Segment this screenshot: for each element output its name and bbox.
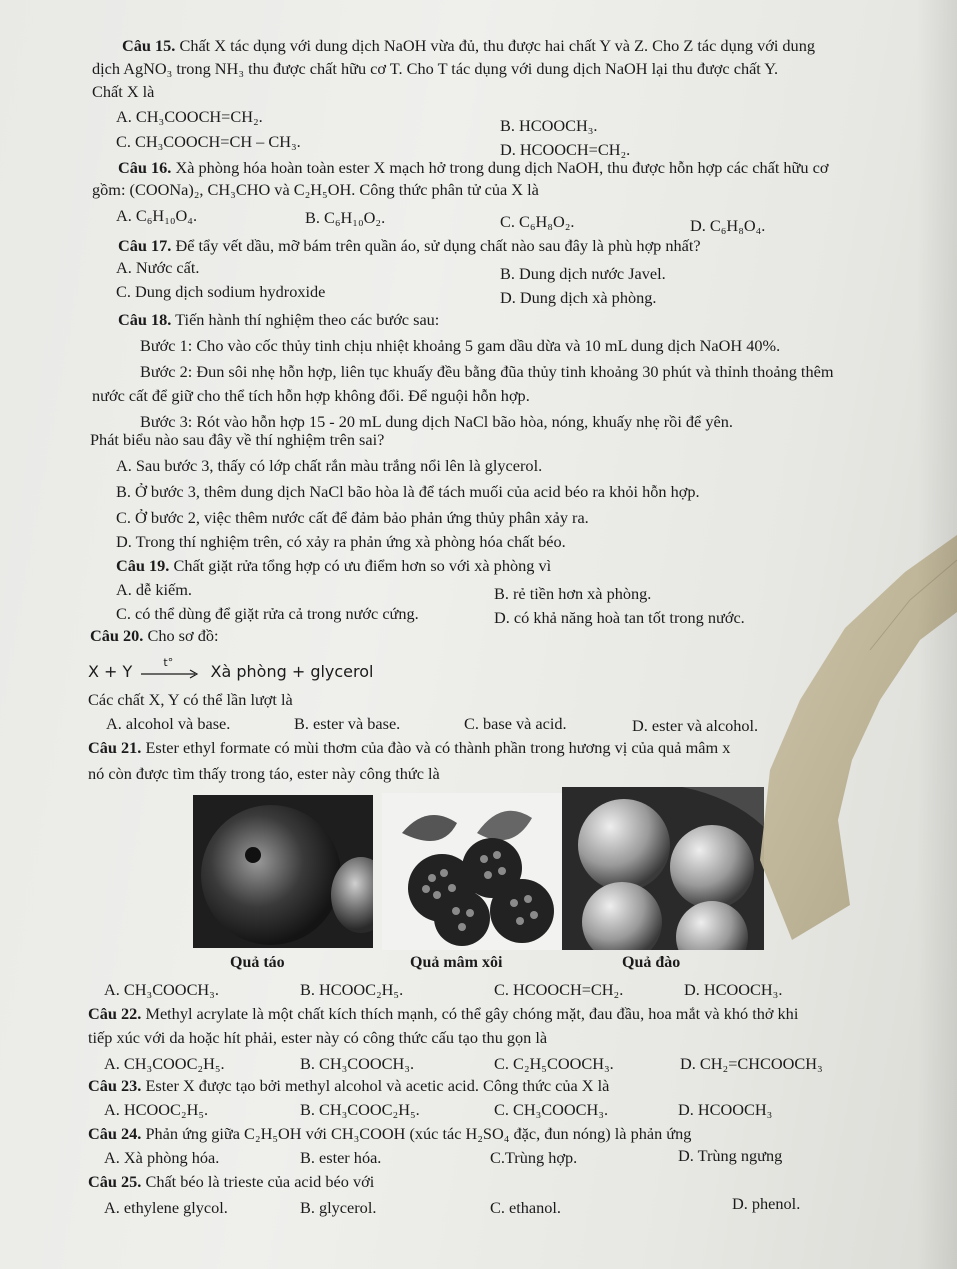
text-line: B. ester hóa.: [300, 1148, 382, 1167]
question-number: Câu 22.: [88, 1004, 142, 1023]
text-line: A. Nước cất.: [116, 258, 200, 277]
text-line: C. C₂H₅COOCH₃.: [494, 1054, 614, 1073]
text-line: A. CH₃COOC₂H₅.: [104, 1054, 225, 1073]
question-number: Câu 19.: [116, 556, 170, 575]
question-number: Câu 23.: [88, 1076, 142, 1095]
text-line: B. glycerol.: [300, 1198, 377, 1217]
text-line: Câu 17. Để tẩy vết dầu, mỡ bám trên quần áo, sử dụng chất nào sau đây là phù hợp nhất?: [118, 236, 701, 255]
text-line: A. Sau bước 3, thấy có lớp chất rắn màu trắng nổi lên là glycerol.: [116, 456, 543, 475]
text-line: D. phenol.: [732, 1194, 801, 1213]
text-line: B. Dung dịch nước Javel.: [500, 264, 666, 283]
text-line: A. HCOOC₂H₅.: [104, 1100, 209, 1119]
text-line: B. C₆H₁₀O₂.: [305, 208, 386, 227]
text-line: Câu 22. Methyl acrylate là một chất kích thích mạnh, có thể gây chóng mặt, đau đầu, hoa mắt và khó thở khi: [88, 1004, 799, 1023]
products: Xà phòng + glycerol: [210, 662, 374, 681]
text-line: Các chất X, Y có thể lần lượt là: [88, 690, 293, 709]
raspberry-caption: Quả mâm xôi: [410, 954, 503, 971]
text-line: C. CH₃COOCH=CH – CH₃.: [116, 132, 301, 151]
text-line: C. base và acid.: [464, 714, 567, 733]
text-line: Câu 21. Ester ethyl formate có mùi thơm của đào và có thành phần trong hương vị của quả mâm x: [88, 738, 731, 757]
text-line: Câu 15. Chất X tác dụng với dung dịch NaOH vừa đủ, thu được hai chất Y và Z. Cho Z tác dụng với dung: [122, 36, 815, 55]
question-number: Câu 24.: [88, 1124, 142, 1143]
text-line: B. CH₃COOCH₃.: [300, 1054, 415, 1073]
text-line: A. dễ kiếm.: [116, 580, 192, 599]
text-line: C. có thể dùng để giặt rửa cả trong nước cứng.: [116, 604, 419, 623]
text-line: A. C₆H₁₀O₄.: [116, 206, 198, 225]
text-line: D. CH₂=CHCOOCH₃: [680, 1054, 823, 1073]
text-line: B. ester và base.: [294, 714, 401, 733]
text-line: nó còn được tìm thấy trong táo, ester này công thức là: [88, 764, 440, 783]
text-line: D. HCOOCH₃: [678, 1100, 773, 1119]
text-line: Bước 1: Cho vào cốc thủy tinh chịu nhiệt khoảng 5 gam dầu dừa và 10 mL dung dịch NaOH 40%.: [140, 336, 781, 355]
text-line: D. Trùng ngưng: [678, 1146, 783, 1165]
text-line: A. CH₃COOCH₃.: [104, 980, 219, 999]
peach-photo: [562, 787, 764, 950]
text-line: Chất X là: [92, 82, 155, 101]
text-line: C. HCOOCH=CH₂.: [494, 980, 624, 999]
text-line: A. ethylene glycol.: [104, 1198, 228, 1217]
text-line: D. HCOOCH₃.: [684, 980, 783, 999]
peach-caption: Quả đào: [622, 954, 681, 971]
text-line: Câu 25. Chất béo là trieste của acid béo với: [88, 1172, 375, 1191]
text-line: C.Trùng hợp.: [490, 1148, 578, 1167]
apple-caption: Quả táo: [230, 954, 285, 971]
text-line: B. CH₃COOC₂H₅.: [300, 1100, 420, 1119]
question-number: Câu 20.: [90, 626, 144, 645]
text-line: A. Xà phòng hóa.: [104, 1148, 220, 1167]
text-line: Câu 19. Chất giặt rửa tổng hợp có ưu điểm hơn so với xà phòng vì: [116, 556, 552, 575]
question-number: Câu 16.: [118, 158, 172, 177]
text-line: C. ethanol.: [490, 1198, 561, 1217]
arrow-condition: t°: [163, 655, 174, 669]
text-line: Phát biểu nào sau đây về thí nghiệm trên sai?: [90, 430, 385, 449]
text-line: B. rẻ tiền hơn xà phòng.: [494, 584, 652, 603]
text-line: Câu 18. Tiến hành thí nghiệm theo các bước sau:: [118, 310, 440, 329]
text-line: Câu 23. Ester X được tạo bởi methyl alcohol và acetic acid. Công thức của X là: [88, 1076, 610, 1095]
text-line: B. Ở bước 3, thêm dung dịch NaCl bão hòa là để tách muối của acid béo ra khỏi hỗn hợp.: [116, 482, 700, 501]
reaction-arrow: [141, 655, 201, 683]
text-line: C. Ở bước 2, việc thêm nước cất để đảm bảo phản ứng thủy phân xảy ra.: [116, 508, 589, 527]
text-line: B. HCOOCH₃.: [500, 116, 598, 135]
question-number: Câu 21.: [88, 738, 142, 757]
text-line: D. Trong thí nghiệm trên, có xảy ra phản ứng xà phòng hóa chất béo.: [116, 532, 566, 551]
text-line: gồm: (COONa)₂, CH₃CHO và C₂H₅OH. Công thức phân tử của X là: [92, 180, 539, 199]
text-line: A. CH₃COOCH=CH₂.: [116, 107, 263, 126]
apple-photo: [193, 795, 373, 948]
text-line: D. có khả năng hoà tan tốt trong nước.: [494, 608, 745, 627]
text-line: D. C₆H₈O₄.: [690, 216, 766, 235]
text-line: Bước 2: Đun sôi nhẹ hỗn hợp, liên tục khuấy đều bằng đũa thủy tinh khoảng 30 phút và thỉnh thoảng thêm: [140, 362, 834, 381]
question-number: Câu 17.: [118, 236, 172, 255]
question-number: Câu 18.: [118, 310, 172, 329]
text-line: D. Dung dịch xà phòng.: [500, 288, 657, 307]
text-line: C. C₆H₈O₂.: [500, 212, 575, 231]
text-line: C. Dung dịch sodium hydroxide: [116, 282, 326, 301]
reaction-scheme: [88, 655, 374, 683]
text-line: C. CH₃COOCH₃.: [494, 1100, 609, 1119]
text-line: dịch AgNO₃ trong NH₃ thu được chất hữu cơ T. Cho T tác dụng với dung dịch NaOH lại thu được chất Y.: [92, 59, 779, 78]
question-number: Câu 15.: [122, 36, 176, 55]
text-line: nước cất để giữ cho thể tích hỗn hợp không đổi. Để nguội hỗn hợp.: [92, 386, 530, 405]
text-line: A. alcohol và base.: [106, 714, 231, 733]
text-line: Câu 24. Phản ứng giữa C₂H₅OH với CH₃COOH (xúc tác H₂SO₄ đặc, đun nóng) là phản ứng: [88, 1124, 692, 1143]
text-line: Câu 20. Cho sơ đồ:: [90, 626, 219, 645]
raspberry-photo: [382, 793, 562, 950]
text-line: D. ester và alcohol.: [632, 716, 759, 735]
text-line: tiếp xúc với da hoặc hít phải, ester này có công thức cấu tạo thu gọn là: [88, 1028, 548, 1047]
text-line: B. HCOOC₂H₅.: [300, 980, 404, 999]
text-line: Câu 16. Xà phòng hóa hoàn toàn ester X mạch hở trong dung dịch NaOH, thu được hỗn hợp các chất hữu cơ: [118, 158, 829, 177]
question-number: Câu 25.: [88, 1172, 142, 1191]
page-edge-shadow: [917, 0, 957, 1269]
text-line: Bước 3: Rót vào hỗn hợp 15 - 20 mL dung dịch NaCl bão hòa, nóng, khuấy nhẹ rồi để yên.: [140, 412, 733, 431]
reactants: X + Y: [88, 662, 133, 681]
text-line: D. HCOOCH=CH₂.: [500, 140, 631, 159]
